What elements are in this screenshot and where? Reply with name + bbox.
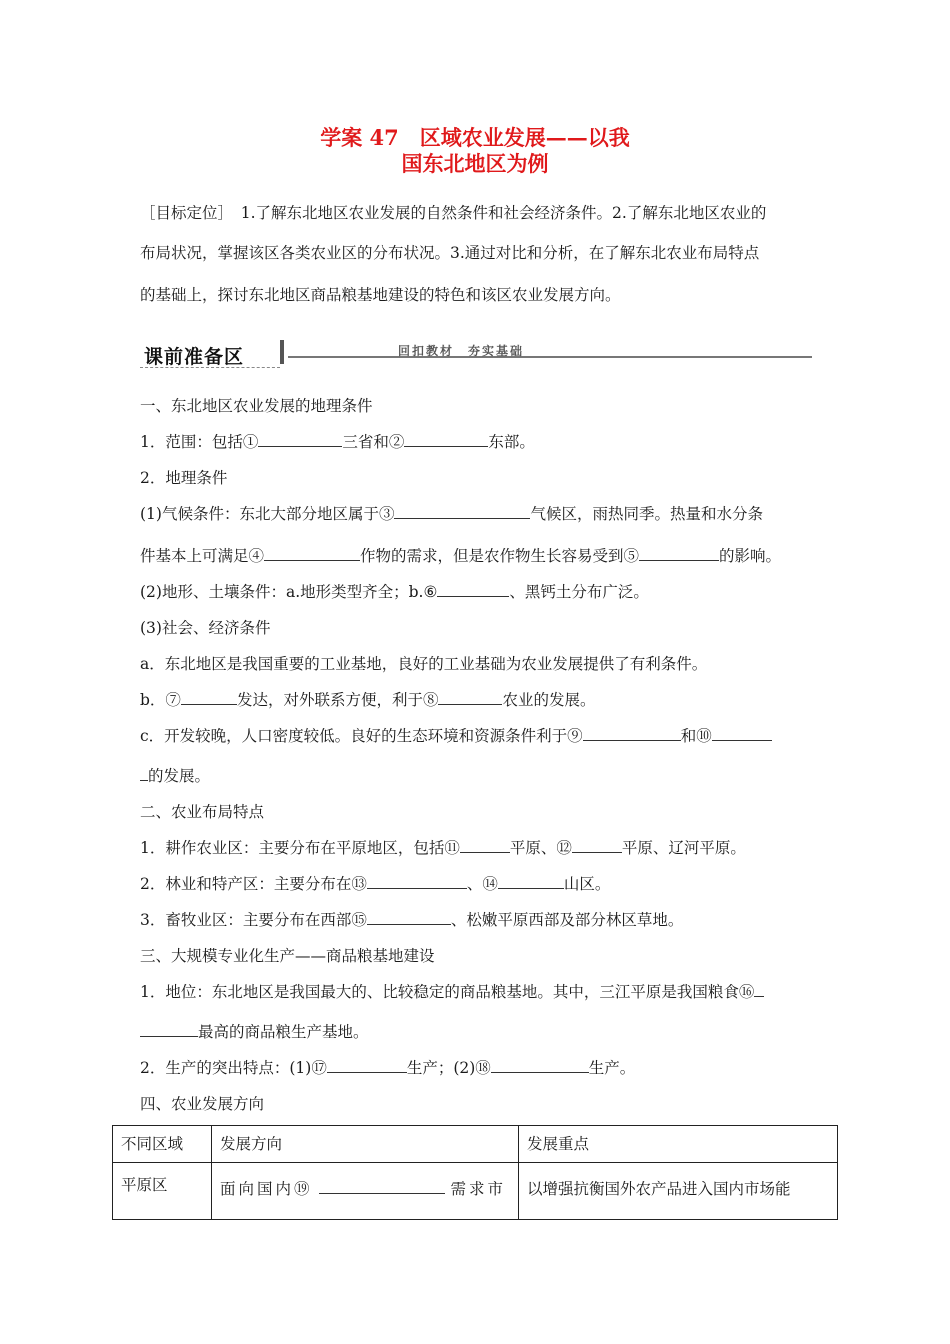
terrain-text-a: (2)地形、土壤条件：a.地形类型齐全；b.⑥ [140, 583, 438, 601]
s3-l1b-text: 最高的商品粮生产基地。 [198, 1023, 369, 1041]
s3-l2-b: 生产；(2)⑱ [406, 1059, 491, 1077]
blank-3[interactable] [394, 504, 530, 519]
blank-17[interactable] [327, 1058, 407, 1073]
blank-1[interactable] [258, 432, 342, 447]
b-text-a: b．⑦ [140, 691, 181, 709]
blank-4[interactable] [264, 546, 360, 561]
direction-table [112, 1125, 838, 1220]
s2-heading: 二、农业布局特点 [140, 803, 265, 821]
s1-geo: 2．地理条件 [140, 469, 228, 487]
blank-11[interactable] [460, 838, 510, 853]
c-text-a: c．开发较晚，人口密度较低。良好的生态环境和资源条件利于⑨ [140, 727, 583, 745]
blank-9[interactable] [583, 726, 681, 741]
s2-l3-a: 3．畜牧业区：主要分布在西部⑮ [140, 911, 367, 929]
table-row [113, 1163, 838, 1220]
blank-7[interactable] [181, 690, 237, 705]
table-header: 发展方向 [212, 1126, 519, 1163]
s1-scope [140, 432, 535, 452]
blank-8[interactable] [438, 690, 502, 705]
page-title-line2: 国东北地区为例 [401, 151, 549, 176]
objective-line3: 的基础上，探讨东北地区商品粮基地建设的特色和该区农业发展方向。 [140, 286, 621, 304]
blank-10[interactable] [712, 726, 772, 741]
section-banner [140, 336, 812, 372]
scope-text-b: 三省和② [342, 433, 405, 451]
climate2-text-b: 作物的需求，但是农作物生长容易受到⑤ [360, 547, 640, 565]
s1-a: a．东北地区是我国重要的工业基地，良好的工业基础为农业发展提供了有利条件。 [140, 655, 708, 673]
direction-text-a: 面向国内⑲ [220, 1180, 313, 1198]
s1-heading: 一、东北地区农业发展的地理条件 [140, 397, 373, 415]
blank-15[interactable] [367, 910, 451, 925]
table-cell-region: 平原区 [113, 1163, 212, 1220]
terrain-text-b: 、黑钙土分布广泛。 [509, 583, 649, 601]
s1-b [140, 690, 595, 710]
c-text-b: 和⑩ [680, 727, 712, 745]
scope-text-a: 1．范围：包括① [140, 433, 259, 451]
banner-title: 课前准备区 [144, 346, 245, 368]
blank-2[interactable] [404, 432, 488, 447]
blank-12[interactable] [572, 838, 622, 853]
s2-l3 [140, 910, 683, 930]
s2-l2 [140, 874, 610, 894]
c2-text: 的发展。 [148, 767, 211, 785]
blank-19[interactable] [319, 1179, 445, 1194]
s2-l2-a: 2．林业和特产区：主要分布在⑬ [140, 875, 367, 893]
b-text-b: 发达，对外联系方便，利于⑧ [236, 691, 439, 709]
climate2-text-c: 的影响。 [719, 547, 782, 565]
s2-l1-b: 平原、⑫ [509, 839, 572, 857]
banner-bar [280, 340, 284, 364]
s1-social: (3)社会、经济条件 [140, 619, 271, 637]
blank-16[interactable] [754, 982, 764, 997]
blank-13[interactable] [367, 874, 467, 889]
blank-10-cont[interactable] [140, 766, 148, 781]
s3-l2 [140, 1058, 635, 1078]
banner-rule [288, 356, 812, 358]
s2-l2-c: 山区。 [563, 875, 611, 893]
climate2-text-a: 件基本上可满足④ [140, 547, 265, 565]
scope-text-c: 东部。 [488, 433, 535, 451]
banner-subtitle: 回扣教材 夯实基础 [398, 344, 525, 358]
blank-16-cont[interactable] [140, 1022, 198, 1037]
s3-l1-text: 1．地位：东北地区是我国最大的、比较稳定的商品粮基地。其中，三江平原是我国粮食⑯ [140, 983, 755, 1001]
s2-l1-c: 平原、辽河平原。 [621, 839, 746, 857]
s2-l2-b: 、⑭ [466, 875, 498, 893]
page-title-line1: 学案 47 区域农业发展——以我 [320, 125, 630, 150]
s1-c2 [140, 766, 210, 786]
s2-l1-a: 1．耕作农业区：主要分布在平原地区，包括⑪ [140, 839, 460, 857]
s2-l3-b: 、松嫩平原西部及部分林区草地。 [450, 911, 684, 929]
s1-c [140, 726, 772, 746]
blank-6[interactable] [437, 582, 509, 597]
banner-dashed-underline [140, 367, 280, 368]
s1-terrain [140, 582, 649, 602]
table-header: 不同区域 [113, 1126, 212, 1163]
s1-climate [140, 504, 763, 524]
table-cell-direction [212, 1163, 519, 1220]
table-header-row [113, 1126, 838, 1163]
climate-text-b: 气候区，雨热同季。热量和水分条 [530, 505, 763, 523]
s3-l1b [140, 1022, 369, 1042]
direction-text-b: 需求市 [450, 1180, 507, 1198]
s3-l2-c: 生产。 [588, 1059, 636, 1077]
table-header: 发展重点 [519, 1126, 838, 1163]
s3-heading: 三、大规模专业化生产——商品粮基地建设 [140, 947, 435, 965]
s4-heading: 四、农业发展方向 [140, 1095, 265, 1113]
objective-line2: 布局状况，掌握该区各类农业区的分布状况。3.通过对比和分析，在了解东北农业布局特点 [140, 244, 760, 262]
blank-18[interactable] [491, 1058, 589, 1073]
table-cell-focus: 以增强抗衡国外农产品进入国内市场能 [519, 1163, 838, 1220]
blank-14[interactable] [498, 874, 564, 889]
objective-line1: ［目标定位］ 1.了解东北地区农业发展的自然条件和社会经济条件。2.了解东北地区农业的 [140, 204, 767, 222]
s2-l1 [140, 838, 746, 858]
b-text-c: 农业的发展。 [502, 691, 596, 709]
s3-l1 [140, 982, 764, 1002]
s1-climate2 [140, 546, 781, 566]
s3-l2-a: 2．生产的突出特点：(1)⑰ [140, 1059, 327, 1077]
climate-text-a: (1)气候条件：东北大部分地区属于③ [140, 505, 395, 523]
blank-5[interactable] [639, 546, 719, 561]
